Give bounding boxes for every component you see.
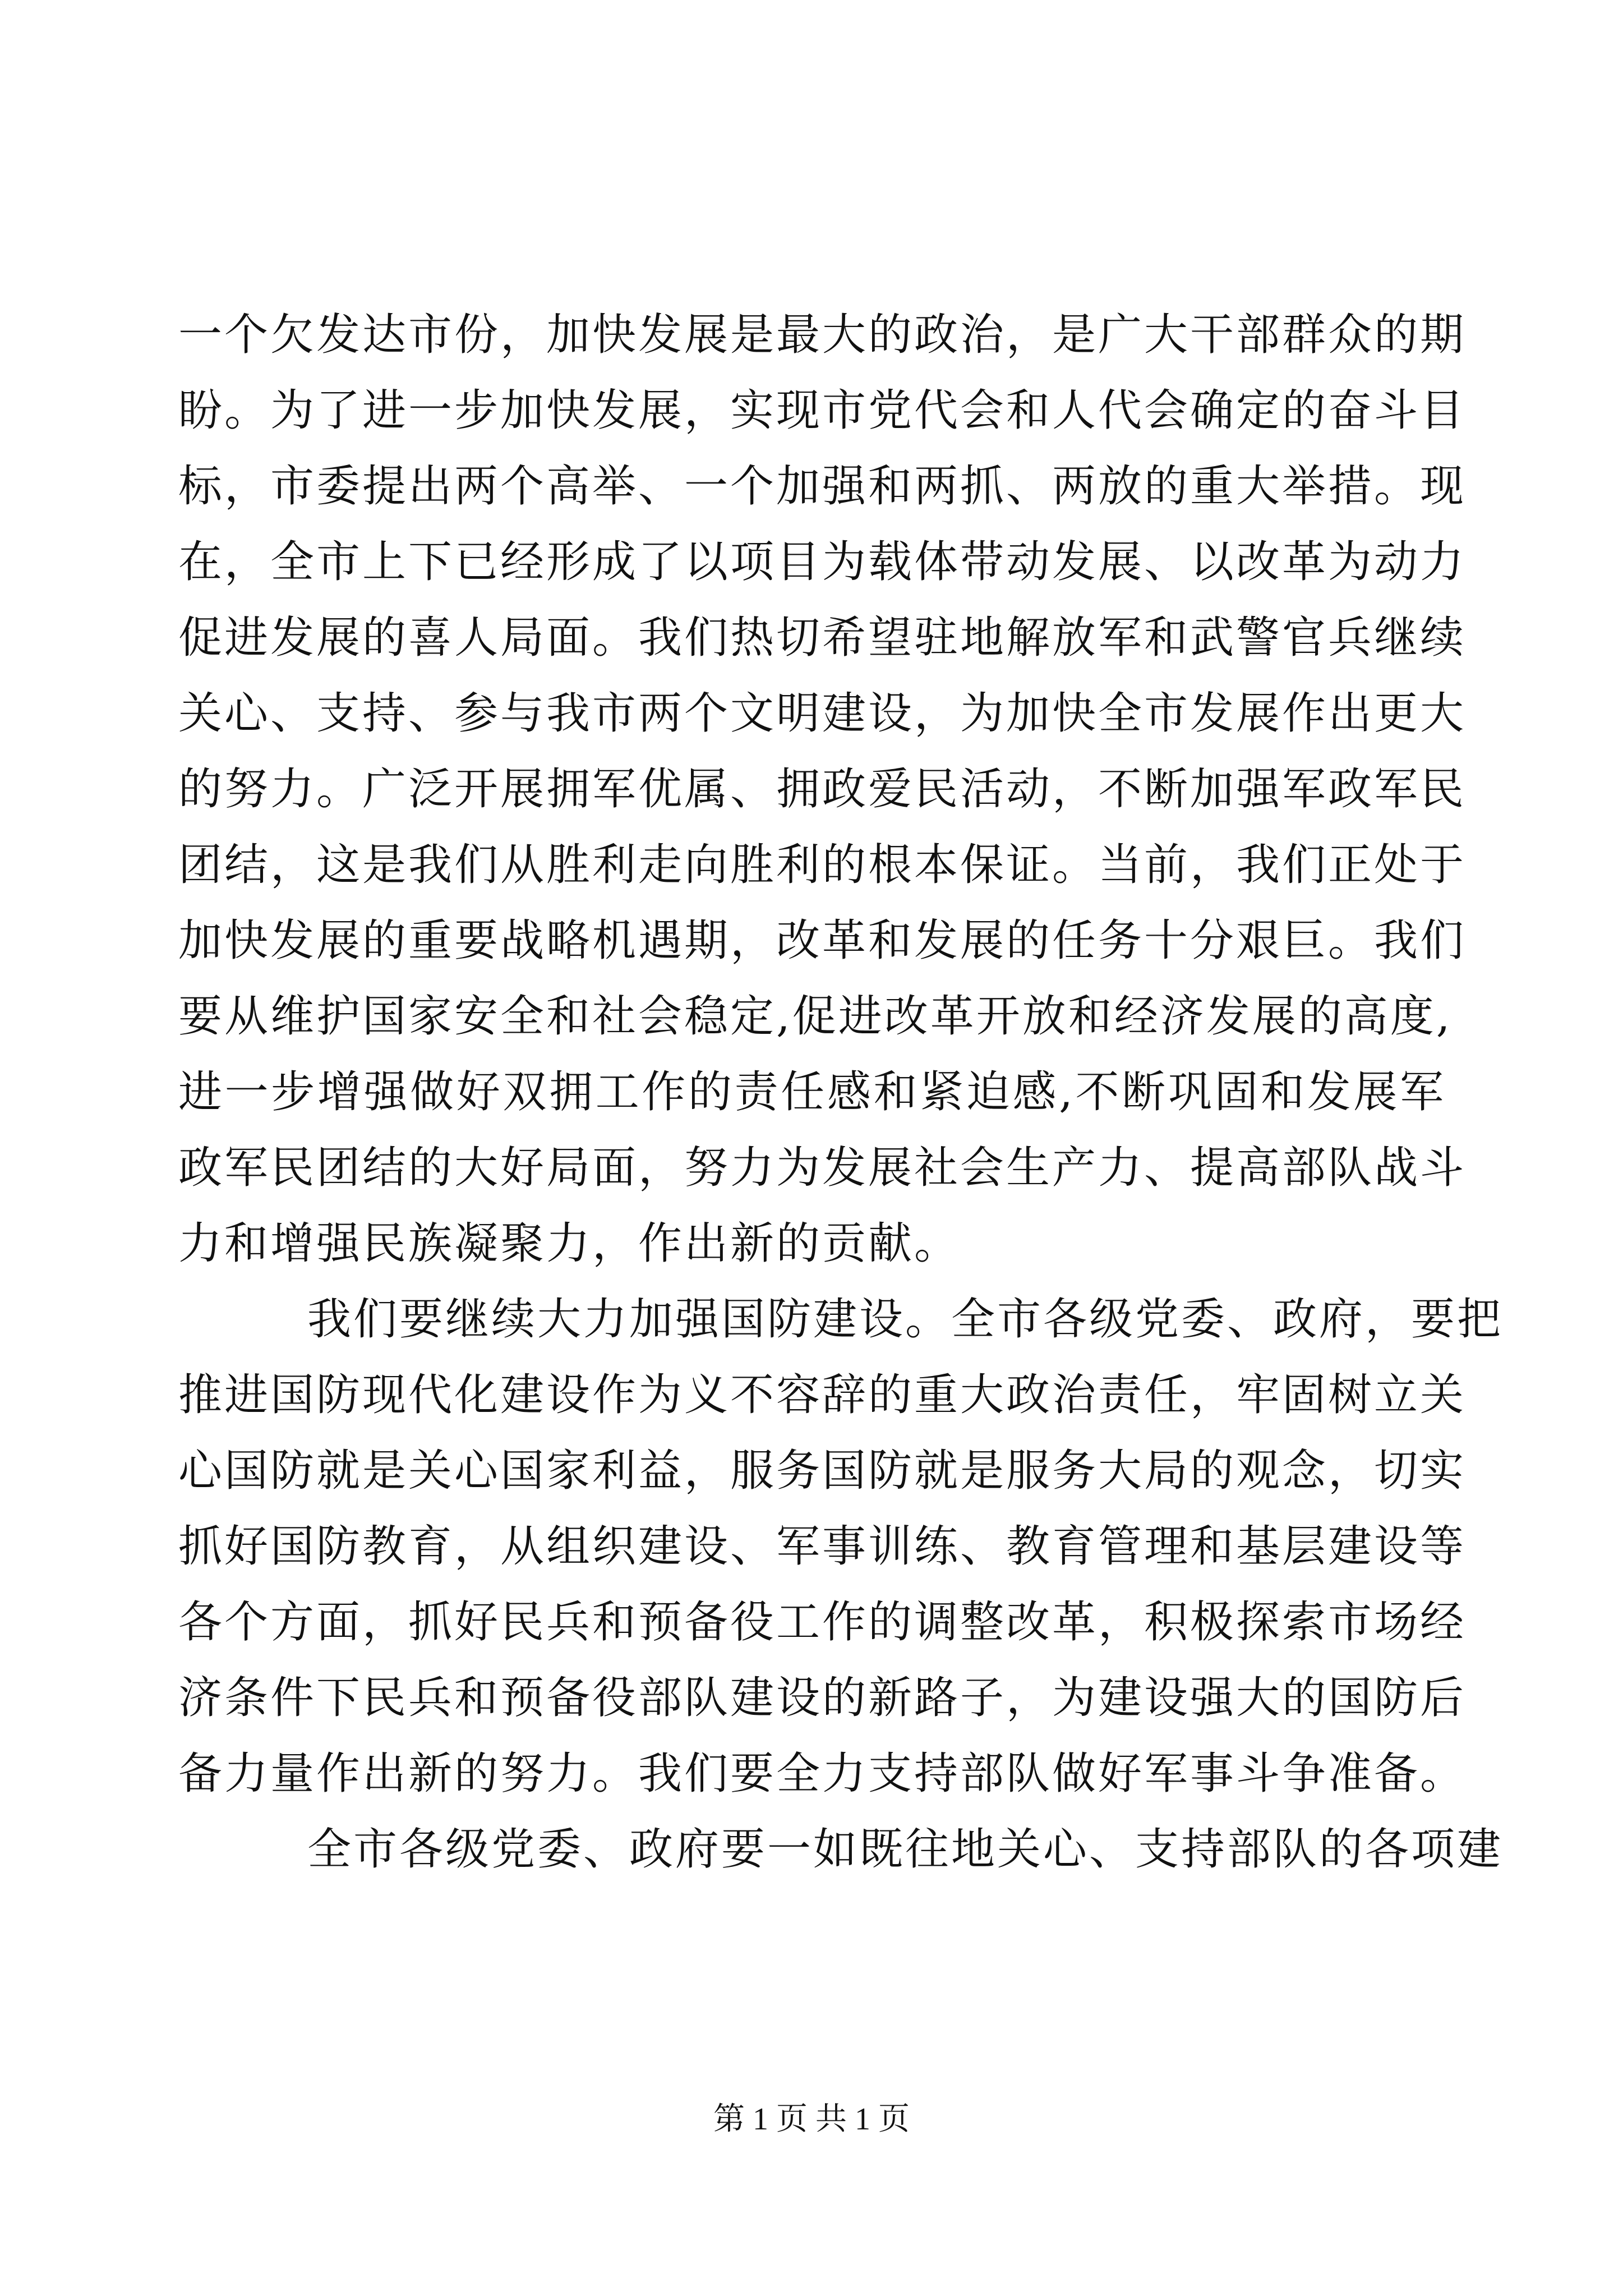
- text-line: 抓好国防教育，从组织建设、军事训练、教育管理和基层建设等: [178, 1521, 1467, 1572]
- text-line: 一个欠发达市份，加快发展是最大的政治，是广大干部群众的期: [178, 310, 1467, 360]
- text-line: 标，市委提出两个高举、一个加强和两抓、两放的重大举措。现: [178, 461, 1467, 512]
- text-line: 的努力。广泛开展拥军优属、拥政爱民活动，不断加强军政军民: [178, 764, 1467, 815]
- text-line: 关心、支持、参与我市两个文明建设，为加快全市发展作出更大: [178, 688, 1467, 739]
- text-line: 促进发展的喜人局面。我们热切希望驻地解放军和武警官兵继续: [178, 613, 1467, 663]
- text-line: 力和增强民族凝聚力，作出新的贡献。: [178, 1218, 961, 1269]
- text-line: 推进国防现代化建设作为义不容辞的重大政治责任，牢固树立关: [178, 1370, 1467, 1420]
- text-line: 济条件下民兵和预备役部队建设的新路子，为建设强大的国防后: [178, 1673, 1467, 1723]
- text-line: 政军民团结的大好局面，努力为发展社会生产力、提高部队战斗: [178, 1143, 1467, 1193]
- text-line: 心国防就是关心国家利益，服务国防就是服务大局的观念，切实: [178, 1446, 1467, 1496]
- text-line: 加快发展的重要战略机遇期，改革和发展的任务十分艰巨。我们: [178, 915, 1467, 966]
- document-body: [178, 297, 1504, 1888]
- paragraph-first-line: 我们要继续大力加强国防建设。全市各级党委、政府，要把: [307, 1294, 1504, 1345]
- text-line: 团结，这是我们从胜利走向胜利的根本保证。当前，我们正处于: [178, 840, 1467, 890]
- text-line: 各个方面，抓好民兵和预备役工作的调整改革，积极探索市场经: [178, 1597, 1467, 1648]
- text-line: 进一步增强做好双拥工作的责任感和紧迫感,不断巩固和发展军: [178, 1067, 1446, 1117]
- text-line: 在，全市上下已经形成了以项目为载体带动发展、以改革为动力: [178, 537, 1467, 587]
- text-line: 备力量作出新的努力。我们要全力支持部队做好军事斗争准备。: [178, 1749, 1467, 1799]
- text-line: 盼。为了进一步加快发展，实现市党代会和人代会确定的奋斗目: [178, 385, 1467, 436]
- text-line: 要从维护国家安全和社会稳定,促进改革开放和经济发展的高度,: [178, 991, 1453, 1042]
- page-footer: 第 1 页 共 1 页: [713, 2102, 910, 2137]
- paragraph-first-line: 全市各级党委、政府要一如既往地关心、支持部队的各项建: [307, 1824, 1504, 1875]
